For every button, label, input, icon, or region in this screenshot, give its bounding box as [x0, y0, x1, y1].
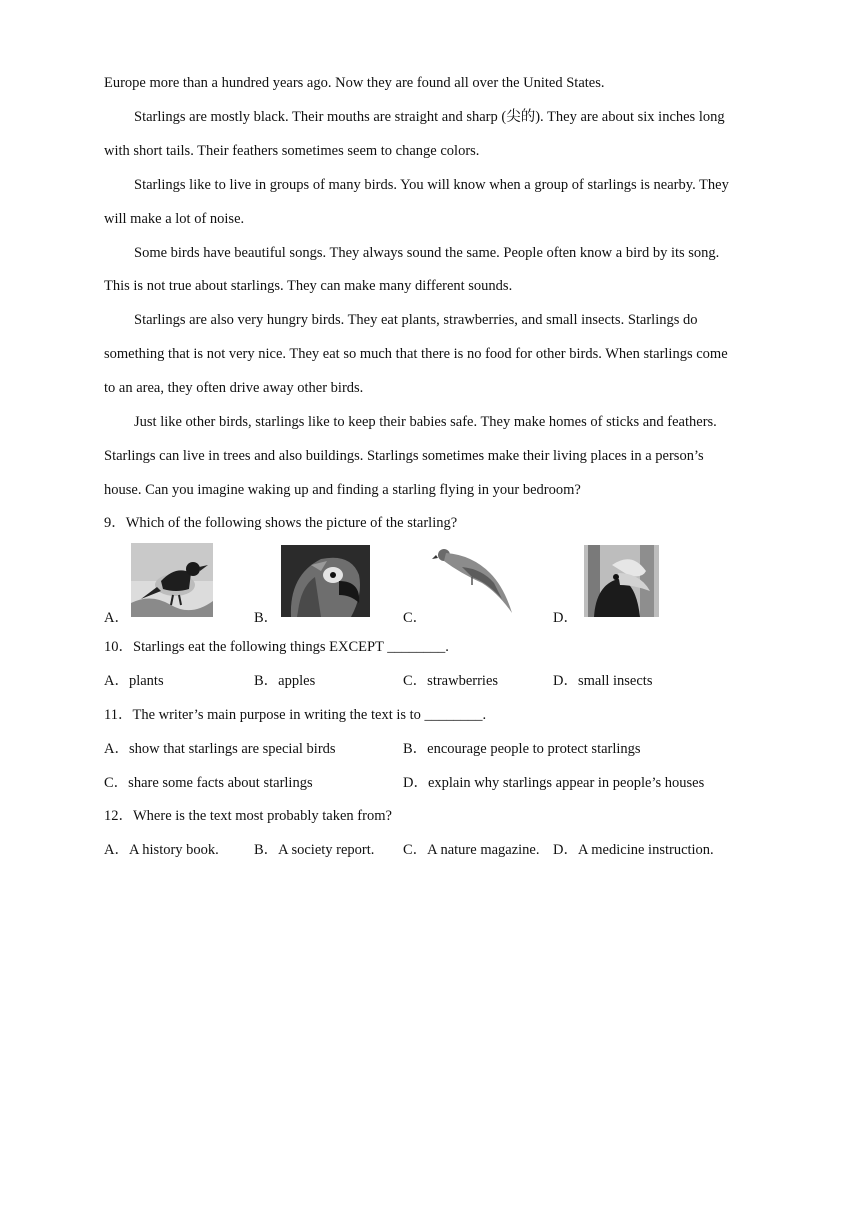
q10-option-c[interactable]: C．strawberries	[403, 673, 499, 689]
q10-option-d[interactable]: D．small insects	[553, 673, 653, 689]
passage-line: Europe more than a hundred years ago. Now they are found all over the United States.	[104, 75, 605, 91]
question-11-stem: 11．The writer’s main purpose in writing the text is to ________.	[104, 707, 487, 723]
q12-option-b[interactable]: B．A society report.	[254, 842, 375, 858]
passage-line: to an area, they often drive away other birds.	[104, 380, 364, 396]
passage-line: Starlings are mostly black. Their mouths are straight and sharp (尖的). They are about six inches long	[134, 109, 725, 125]
passage-line: house. Can you imagine waking up and finding a starling flying in your bedroom?	[104, 482, 581, 498]
q11-option-c[interactable]: C．share some facts about starlings	[104, 775, 313, 791]
macaw-photo[interactable]	[281, 545, 370, 617]
passage-line: will make a lot of noise.	[104, 211, 245, 227]
q9-option-b[interactable]: B．	[254, 610, 279, 626]
crow-photo[interactable]	[131, 543, 213, 617]
passage-line: Starlings can live in trees and also buildings. Starlings sometimes make their living places in a person’s	[104, 448, 704, 464]
passage-line: This is not true about starlings. They can make many different sounds.	[104, 278, 513, 294]
q11-option-b[interactable]: B．encourage people to protect starlings	[403, 741, 641, 757]
hornbill-photo[interactable]	[584, 545, 659, 617]
q10-option-a[interactable]: A．plants	[104, 673, 164, 689]
passage-line: Starlings are also very hungry birds. They eat plants, strawberries, and small insects. Starlings do	[134, 312, 698, 328]
question-10-stem: 10．Starlings eat the following things EXCEPT ________.	[104, 639, 449, 655]
passage-line: something that is not very nice. They eat so much that there is no food for other birds. When starlings come	[104, 346, 728, 362]
q9-option-d[interactable]: D．	[553, 610, 578, 626]
question-12-stem: 12．Where is the text most probably taken from?	[104, 808, 392, 824]
q12-option-c[interactable]: C．A nature magazine.	[403, 842, 540, 858]
parrot-photo[interactable]	[432, 543, 516, 617]
passage-line: Starlings like to live in groups of many birds. You will know when a group of starlings is nearby. They	[134, 177, 729, 193]
q11-option-d[interactable]: D．explain why starlings appear in people’s houses	[403, 775, 705, 791]
passage-line: with short tails. Their feathers sometimes seem to change colors.	[104, 143, 480, 159]
q12-option-a[interactable]: A．A history book.	[104, 842, 219, 858]
q9-option-c[interactable]: C．	[403, 610, 428, 626]
passage-line: Some birds have beautiful songs. They always sound the same. People often know a bird by its song.	[134, 245, 720, 261]
q12-option-d[interactable]: D．A medicine instruction.	[553, 842, 714, 858]
q10-option-b[interactable]: B．apples	[254, 673, 316, 689]
passage-line: Just like other birds, starlings like to keep their babies safe. They make homes of sticks and feathers.	[134, 414, 717, 430]
question-9-stem: 9．Which of the following shows the picture of the starling?	[104, 515, 458, 531]
q9-option-a[interactable]: A．	[104, 610, 129, 626]
q11-option-a[interactable]: A．show that starlings are special birds	[104, 741, 336, 757]
